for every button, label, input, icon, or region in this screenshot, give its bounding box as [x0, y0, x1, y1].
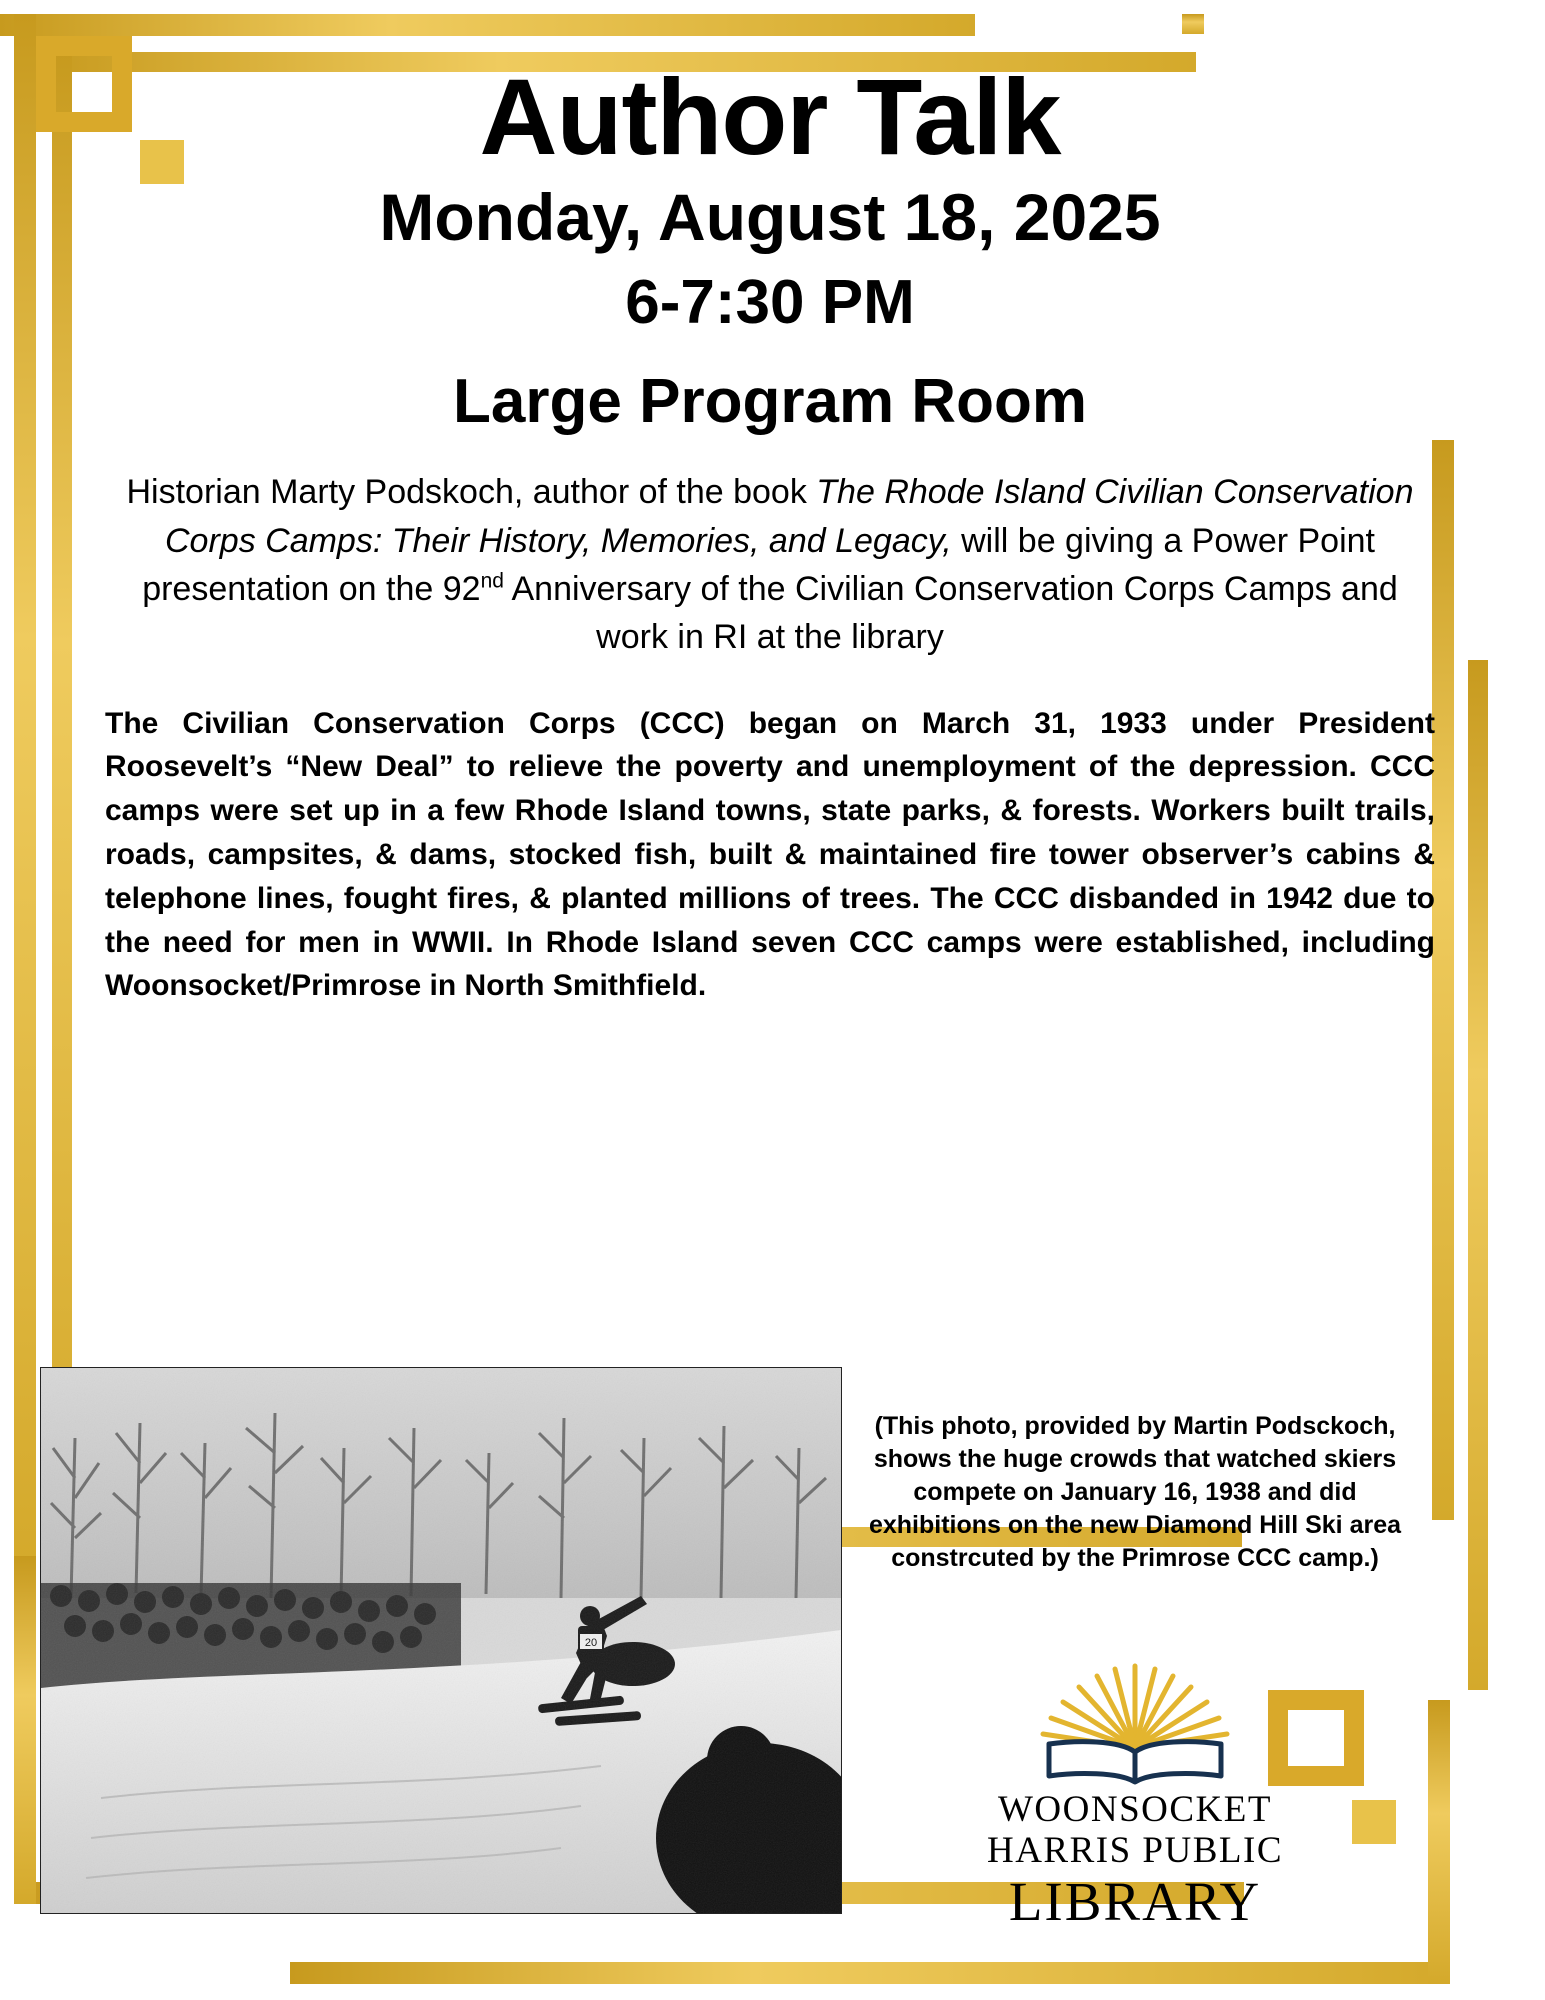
- library-logo: [935, 1660, 1335, 1932]
- ski-jump-photo: [40, 1367, 842, 1914]
- body-paragraph: The Civilian Conservation Corps (CCC) began on March 31, 1933 under President Roosevelt’s “New Deal” to relieve the poverty and unemployment of the depression. CCC camps were set up in a few Rhode Island towns, state parks, & forests. Workers built trails, roads, campsites, & dams, stocked fish, built & maintained fire tower observer’s cabins & telephone lines, fought fires, & planted millions of trees. The CCC disbanded in 1942 due to the need for men in WWII. In Rhode Island seven CCC camps were established, including Woonsocket/Primrose in North Smithfield.: [105, 706, 1435, 1003]
- event-location: Large Program Room: [453, 366, 1087, 436]
- page-title: Author Talk: [479, 56, 1061, 177]
- frame-bottom-right-bar: [290, 1962, 1450, 1984]
- frame-right-bottom-stub: [1428, 1700, 1450, 1984]
- intro-part1: Historian Marty Podskoch, author of the book: [126, 473, 817, 512]
- frame-square-outline-4: [1352, 1800, 1396, 1844]
- frame-left-bar: [14, 14, 36, 1574]
- sunrise-book-icon: [1015, 1660, 1255, 1785]
- event-date: Monday, August 18, 2025: [379, 180, 1161, 255]
- frame-left-inner-bar: [52, 52, 72, 1527]
- ordinal-suffix: nd: [480, 569, 504, 593]
- intro-part2: will be giving a Power Point presentation on the 92: [142, 521, 1375, 608]
- frame-bottom-left-stub: [14, 1556, 36, 1904]
- frame-right-inner-bar: [1468, 660, 1488, 1690]
- logo-line-1: WOONSOCKET: [998, 1789, 1272, 1830]
- event-time: 6-7:30 PM: [625, 268, 915, 338]
- poster-content: [95, 56, 1445, 1008]
- photo-caption: (This photo, provided by Martin Podsckoch, shows the huge crowds that watched skiers compete on January 16, 1938 and did exhibitions on the new Diamond Hill Ski area constrcuted by the Primrose CCC camp.): [868, 1412, 1402, 1572]
- intro-paragraph: [125, 468, 1415, 661]
- logo-line-2: HARRIS PUBLIC: [986, 1830, 1284, 1872]
- photo-graphic: [41, 1368, 841, 1913]
- frame-right-outer-bar: [1182, 14, 1204, 34]
- intro-part3: Anniversary of the Civilian Conservation Corps Camps and work in RI at the library: [503, 569, 1398, 657]
- frame-top-bar: [0, 14, 975, 36]
- logo-line-3: LIBRARY: [1008, 1870, 1262, 1932]
- book-title: The Rhode Island Civilian Conservation Corps Camps: Their History, Memories, and Legacy,: [165, 473, 1414, 560]
